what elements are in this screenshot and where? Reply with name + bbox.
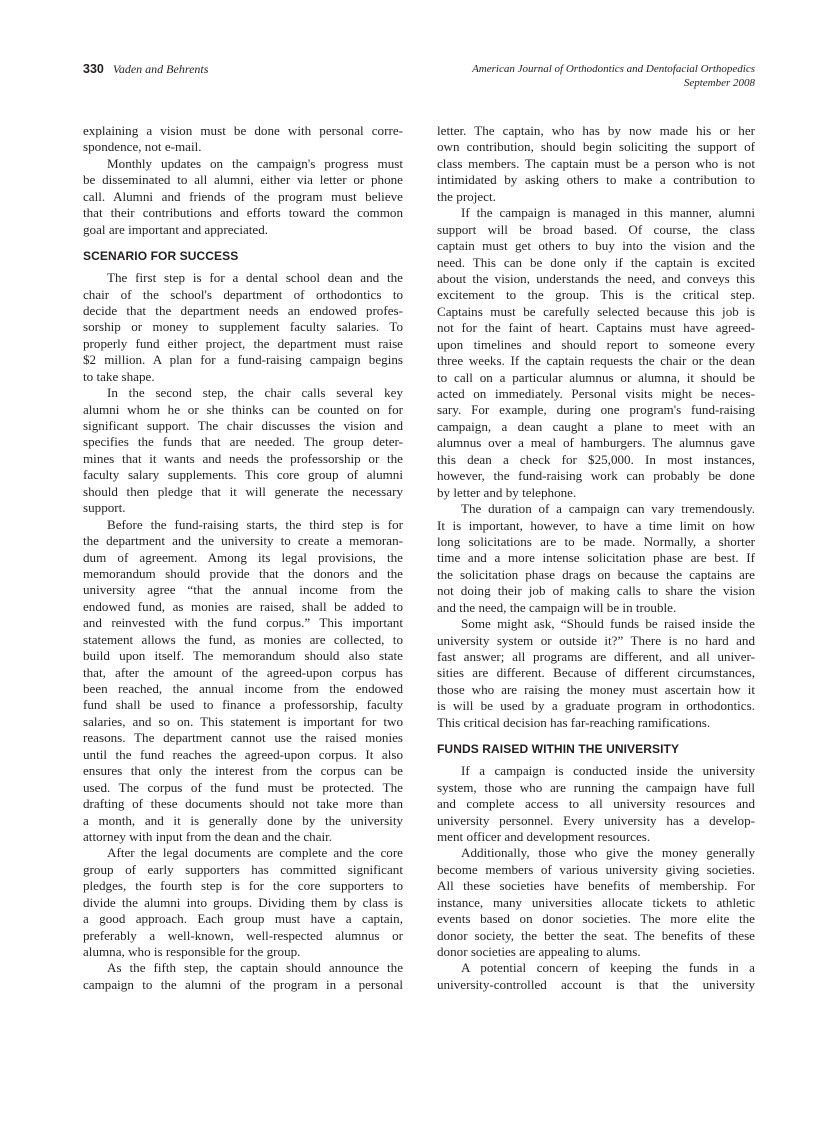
text-line: call. Alumni and friends of the program must believe [83,188,403,204]
text-line: Captains must be carefully selected because this job is [437,303,755,319]
text-line: donor societies are appealing to alums. [437,944,641,959]
text-line: donor society, the better the seat. The benefits of these [437,927,755,943]
text-line: reasons. The department cannot use the raised monies [83,730,403,746]
paragraph [83,960,403,993]
text-line: those who are raising the money must ascertain how it [437,681,755,697]
text-line: sities are different. Because of different circumstances, [437,665,755,681]
text-line: If the campaign is managed in this manner, alumni [461,205,755,221]
text-line: not for the faint of heart. Captains must have agreed- [437,320,755,336]
text-line: memorandum should provide that the donors and the [83,565,403,581]
text-line: long solicitations are to be made. Normally, a shorter [437,533,755,549]
text-line: three weeks. If the captain requests the chair or the dean [437,353,755,369]
text-line: ensures that only the interest from the corpus can be [83,763,403,779]
text-line: the department and the university to create a memoran- [83,533,403,549]
paragraph [437,845,755,960]
right-paragraphs-before [437,123,755,731]
text-line: the solicitation phase drags on because the captains are [437,566,755,582]
text-line: upon timelines and should report to someone every [437,336,755,352]
text-line: until the fund reaches the agreed-upon corpus. It also [83,746,403,762]
text-line: $2 million. A plan for a fund-raising campaign begins [83,352,403,368]
text-line: sary. For example, during one program's fund-raising [437,402,755,418]
text-line: that, after the amount of the agreed-upon corpus has [83,664,403,680]
text-line: goal are important and appreciated. [83,221,269,237]
text-line: Monthly updates on the campaign's progress must [107,155,403,171]
text-line: preferably a well-known, well-respected alumnus or [83,927,403,943]
text-line: salaries, and so on. This statement is important for two [83,713,403,729]
text-line: A potential concern of keeping the funds in a [461,960,755,976]
left-column [83,123,403,993]
text-line: class members. The captain must be a person who is not [437,155,755,171]
page-number: 330 [83,62,104,76]
text-line: and complete access to all university resources and [437,796,755,812]
text-line: and the need, the campaign will be in trouble. [437,599,677,615]
text-line: become members of various university giving societies. [437,861,755,877]
text-line: sorship or money to supplement faculty salaries. To [83,319,403,335]
text-line: explaining a vision must be done with personal corre- [83,123,403,138]
text-line: The first step is for a dental school dean and the [107,270,403,286]
text-line: specifies the funds that are needed. The group deter- [83,434,403,450]
running-authors: Vaden and Behrents [112,62,209,76]
section-heading-scenario-for-success: SCENARIO FOR SUCCESS [83,249,239,264]
text-line: be disseminated to all alumni, either via letter or phone [83,172,403,188]
text-line: faculty salary supplements. This core group of alumni [83,467,403,483]
text-line: this dean a check for $25,000. In most instances, [437,451,755,467]
text-line: drafting of these documents should not take more than [83,796,403,812]
text-line: time and a more intense solicitation phase are best. If [437,550,755,566]
paragraph [437,501,755,616]
text-line: If a campaign is conducted inside the university [461,763,755,779]
text-line: attorney with input from the dean and the chair. [83,828,333,844]
left-paragraphs-after [83,270,403,993]
paragraph [83,123,403,156]
paragraph [437,205,755,501]
text-line: however, the fund-raising work can probably be done [437,468,755,484]
text-line: mines that it wants and needs the professorship or the [83,450,403,466]
text-line: fast answer; all programs are different, and all univer- [437,649,755,664]
text-line: university agree “that the annual income from the [83,582,403,598]
text-line: excitement to the group. This is the critical step. [437,287,755,303]
text-line: All these societies have benefits of membership. For [437,878,755,894]
text-line: divide the alumni into groups. Dividing them by class is [83,894,403,910]
paragraph [83,270,403,385]
text-line: After the legal documents are complete and the core [107,845,403,861]
text-line: university-controlled account is that the university [437,976,755,992]
text-line: letter. The captain, who has by now made his or her [437,123,755,138]
text-line: a good approach. Each group must have a captain, [83,911,403,927]
text-line: dum of agreement. Among its legal provisions, the [83,549,403,565]
text-line: As the fifth step, the captain should announce the [107,960,403,976]
text-line: pledges, the fourth step is for the core supporters to [83,878,403,894]
text-line: by letter and by telephone. [437,484,577,500]
text-line: system, those who are running the campaign have full [437,779,755,795]
text-line: In the second step, the chair calls several key [107,385,403,401]
text-line: is will be used by a graduate program in orthodontics. [437,698,755,714]
running-header-right [472,62,755,90]
left-paragraphs-before [83,123,403,238]
paragraph [437,616,755,731]
text-line: used. The corpus of the fund must be protected. The [83,779,403,795]
text-line: This critical decision has far-reaching ramifications. [437,714,711,730]
text-line: decide that the department needs an endowed profes- [83,302,403,318]
paragraph [83,156,403,238]
text-line: university personnel. Every university has a develop- [437,812,755,828]
text-line: intimidated by asking others to make a contribution to [437,172,755,188]
text-line: The duration of a campaign can vary tremendously. [461,501,755,517]
journal-title: American Journal of Orthodontics and Dentofacial Orthopedics [472,63,755,75]
issue-date: September 2008 [683,77,755,89]
text-line: not doing their job of making calls to share the vision [437,583,755,599]
text-line: that their contributions and efforts toward the common [83,205,403,221]
text-line: to call on a particular alumnus or alumna, it should be [437,369,755,385]
text-line: properly fund either project, the department must raise [83,335,403,351]
text-line: alumna, who is responsible for the group. [83,944,301,959]
text-line: captain must get others to buy into the vision and the [437,238,755,254]
text-line: ment officer and development resources. [437,828,651,844]
paragraph [83,385,403,517]
paragraph [83,517,403,846]
text-line: build upon itself. The memorandum should also state [83,648,403,664]
text-line: chair of the school's department of orthodontics to [83,286,403,302]
text-line: events based on donor societies. The more elite the [437,911,755,927]
running-header-left [83,62,208,77]
text-line: Some might ask, “Should funds be raised inside the [461,616,755,632]
text-line: a month, and it is generally done by the university [83,812,403,828]
text-line: Before the fund-raising starts, the third step is for [107,516,403,532]
text-line: Additionally, those who give the money generally [461,845,755,861]
text-line: campaign to the alumni of the program in a personal [83,976,403,992]
text-line: own contribution, should begin soliciting the support of [437,139,755,155]
text-line: need. This can be done only if the captain is excited [437,254,755,270]
right-paragraphs-after [437,763,755,993]
text-line: endowed fund, as monies are raised, shall be added to [83,598,403,614]
text-line: campaign, a dean caught a plane to meet with an [437,418,755,434]
text-line: to take shape. [83,368,155,384]
text-line: acted on immediately. Personal visits might be neces- [437,386,755,401]
text-line: instance, many universities allocate tickets to athletic [437,894,755,910]
right-column [437,123,755,993]
text-line: about the vision, understands the need, and conveys this [437,270,755,286]
text-line: the project. [437,188,496,204]
text-line: and reinvested with the fund corpus.” This important [83,615,403,631]
text-line: should then pledge that it will generate the necessary [83,483,403,499]
text-line: support. [83,500,126,516]
text-line: fund shall be used to finance a professorship, faculty [83,697,403,713]
text-line: group of early supporters has committed significant [83,861,403,877]
text-line: alumnus over a meal of hamburgers. The alumnus gave [437,435,755,451]
text-line: spondence, not e-mail. [83,139,202,155]
text-line: statement allows the fund, as monies are collected, to [83,631,403,647]
text-line: significant support. The chair discusses the vision and [83,418,403,433]
text-line: It is important, however, to have a time limit on how [437,517,755,533]
paragraph [437,960,755,993]
text-line: university system or outside it?” There is no hard and [437,632,755,648]
text-line: been reached, the annual income from the endowed [83,681,403,696]
paragraph [437,763,755,845]
text-line: alumni whom he or she thinks can be counted on for [83,401,403,417]
section-heading-funds-raised-within-university: FUNDS RAISED WITHIN THE UNIVERSITY [437,742,680,757]
paragraph [437,123,755,205]
paragraph [83,845,403,960]
text-line: support will be broad based. Of course, the class [437,221,755,237]
